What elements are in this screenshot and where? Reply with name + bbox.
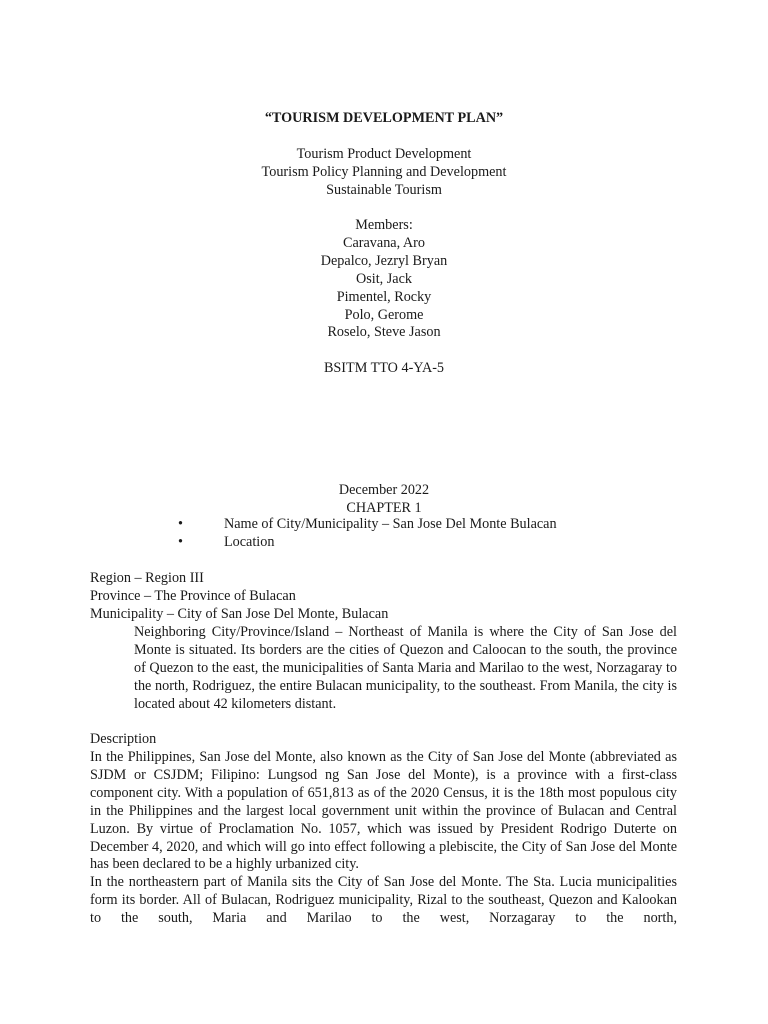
members-label: Members:: [355, 217, 413, 233]
region-line: Region – Region III: [90, 570, 204, 586]
members-block: [0, 217, 768, 342]
topic-line: Sustainable Tourism: [326, 181, 442, 198]
bullet-text: Name of City/Municipality – San Jose Del Monte Bulacan: [224, 516, 557, 532]
member-name: Caravana, Aro: [343, 234, 425, 251]
bullet-item: [178, 516, 557, 534]
description-heading: Description: [90, 731, 157, 747]
cover-title-block: [0, 110, 768, 128]
topics-block: [0, 146, 768, 200]
topic-line: Tourism Policy Planning and Development: [261, 163, 507, 180]
document-date: December 2022: [338, 482, 430, 498]
neighboring-paragraph: Neighboring City/Province/Island – Northeast of Manila is where the City of San Jose del Monte is situated. Its borders are the cities of Quezon and Caloocan to the south, the province of Quezon to the east, the municipalities of Santa Maria and Marilao to the west, Norzagaray to the north, Rodriguez, the entire Bulacan municipality, to the southeast. From Manila, the city is located about 42 kilometers distant.: [134, 624, 677, 712]
member-name: Osit, Jack: [356, 270, 412, 287]
member-name: Pimentel, Rocky: [336, 288, 432, 305]
description-paragraph-2: In the northeastern part of Manila sits the City of San Jose del Monte. The Sta. Lucia municipalities form its border. All of Bulacan, Rodriguez municipality, Rizal to the southeast, Quezon and Kalookan to the south, Maria and Marilao to the west, Norzagaray to the north,: [90, 874, 677, 926]
bullet-icon: •: [178, 516, 183, 532]
class-section: BSITM TTO 4-YA-5: [323, 360, 445, 376]
description-paragraph-1: In the Philippines, San Jose del Monte, also known as the City of San Jose del Monte (abbreviated as SJDM or CSJDM; Filipino: Lungsod ng San Jose del Monte), is a province with a first-class component city. With a population of 651,813 as of the 2020 Census, it is the 18th most populous city in the Philippines and the largest local government unit within the province of Bulacan and Central Luzon. By virtue of Proclamation No. 1057, which was issued by President Rodrigo Duterte on December 4, 2020, and which will go into effect following a plebiscite, the City of San Jose del Monte has been declared to be a highly urbanized city.: [90, 749, 677, 873]
chapter-bullet-list: [178, 516, 557, 552]
member-name: Depalco, Jezryl Bryan: [320, 252, 448, 269]
member-name: Roselo, Steve Jason: [327, 324, 441, 341]
bullet-icon: •: [178, 533, 183, 550]
bullet-text: Location: [224, 533, 275, 550]
date-chapter-block: [0, 482, 768, 518]
bullet-item: [178, 534, 557, 552]
description-heading-block: [90, 731, 680, 749]
topic-line: Tourism Product Development: [296, 146, 472, 162]
document-title: “TOURISM DEVELOPMENT PLAN”: [264, 110, 504, 126]
province-line: Province – The Province of Bulacan: [90, 587, 296, 604]
section-block: [0, 360, 768, 378]
member-name: Polo, Gerome: [344, 306, 424, 323]
chapter-heading: CHAPTER 1: [346, 499, 422, 516]
location-details: [90, 570, 680, 624]
municipality-line: Municipality – City of San Jose Del Monte, Bulacan: [90, 605, 389, 622]
